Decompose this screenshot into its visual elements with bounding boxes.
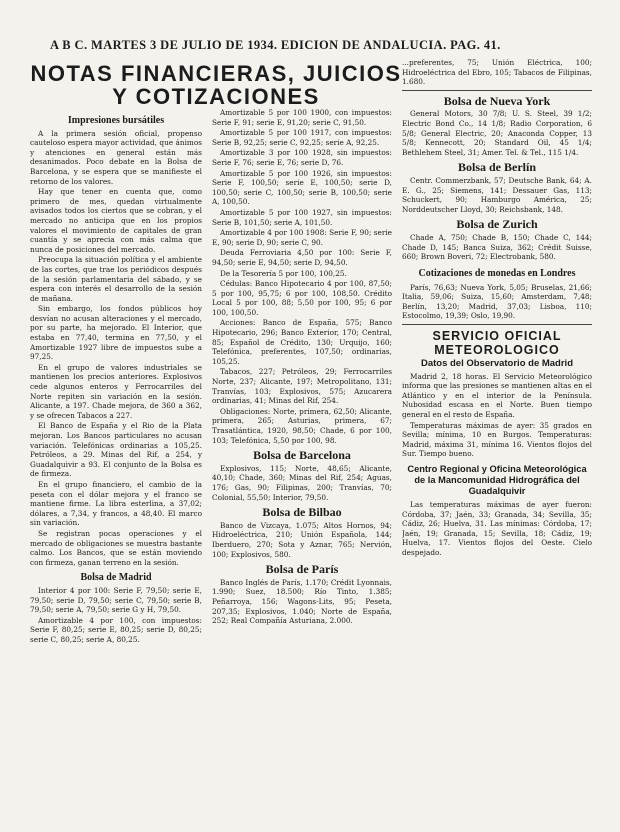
section-heading-bolsa-bilbao: Bolsa de Bilbao — [262, 505, 342, 520]
section-heading-bolsa-madrid: Bolsa de Madrid — [80, 572, 152, 584]
paragraph: En el grupo de valores industriales se mantienen los precios anteriores. Explosivos cede algunos enteros y Ferrocarriles del Norte repiten sin variación en la sesión. Alicante, a 197. Chade mejora, de 360 a 362, y se ofrecen Tabacos a 227. — [30, 362, 202, 420]
paragraph: Amortizable 5 por 100 1927, sin impuestos: Serie B, 101,50; serie A, 101,50. — [212, 207, 392, 227]
column-2 — [212, 108, 392, 830]
paragraph: Centr. Commerzbank, 57; Deutsche Bank, 64; A. E. G., 25; Siemens, 141; Dessauer Gas, 113; Schuckert, 90; Hamburgo América, 25; Norddeutscher Lloyd, 30; Reichsbank, 148. — [402, 175, 592, 214]
paragraph: Banco de Vizcaya, 1.075; Altos Hornos, 94; Hidroeléctrica, 210; Unión Española, 144; Iberduero, 270; Sota y Aznar, 765; Nervión, 100; Explosivos, 580. — [212, 520, 392, 559]
paragraph: En el grupo financiero, el cambio de la peseta con el dólar mejora y el franco se mantiene firme. La libra esterlina, a 37,02; dólares, a 7,34, y francos, a 48,40. El marco sin variación. — [30, 479, 202, 528]
paragraph: Amortizable 4 por 100, con impuestos: Serie F, 80,25; serie E, 80,25; serie D, 80,25; serie C, 80,25; serie A, 80,25. — [30, 615, 202, 644]
divider — [402, 324, 592, 325]
divider — [402, 90, 592, 91]
subheading-observatorio: Datos del Observatorio de Madrid — [420, 358, 574, 370]
section-heading-bolsa-zurich: Bolsa de Zurich — [456, 217, 538, 232]
paragraph: Amortizable 5 por 100 1917, con impuestos: Serie B, 92,25; serie C, 92,25; serie A, 92,25. — [212, 128, 392, 147]
column-3 — [402, 58, 592, 830]
paragraph: A la primera sesión oficial, propenso cauteloso espera mayor actividad, que ánimos y atenciones en general están más desanimados. Poco debate en la Bolsa de Barcelona, y se espera que se manifieste el retorno de los valores. — [30, 128, 202, 186]
paragraph: Temperaturas máximas de ayer: 35 grados en Sevilla; mínima, 10 en Burgos. Temperaturas: Madrid, máxima 31, mínima 16. Vientos flojos del Sur. Tiempo bueno. — [402, 420, 592, 459]
paragraph: General Motors, 30 7/8; U. S. Steel, 39 1/2; Electric Bond Co., 14 1/8; Radio Corporation, 6 5/8; General Electric, 20; Anaconda Copper, 13 5/8; Kennecott, 20; Standard Oil, 45 1/4; Bethlehem Steel, 31; Amer. Tel. & Tel., 115 1/4. — [402, 109, 592, 157]
paragraph: París, 76,63; Nueva York, 5,05; Bruselas, 21,66; Italia, 59,06; Suiza, 15,60; Amsterdam, 7,48; Berlín, 13,20; Madrid, 37,03; Lisboa, 110; Estocolmo, 19,39; Oslo, 19,90. — [402, 282, 592, 321]
section-heading-bolsa-berlin: Bolsa de Berlín — [457, 160, 536, 175]
page-headline: NOTAS FINANCIERAS, JUICIOS Y COTIZACIONES — [30, 61, 402, 109]
paragraph: Cédulas: Banco Hipotecario 4 por 100, 87,50; 5 por 100, 95,75; 6 por 100, 108,50. Crédito Local 5 por 100, 88; 5,50 por 100, 95; 6 por 100, 100,50. — [212, 279, 392, 317]
paragraph: Tabacos, 227; Petróleos, 29; Ferrocarriles Norte, 237; Alicante, 197; Metropolitano, 131; Tranvías, 103; Explosivos, 575; Azucarera ordinarias, 41; Minas del Rif, 254. — [212, 367, 392, 406]
column-1 — [30, 110, 202, 832]
paragraph: ...preferentes, 75; Unión Eléctrica, 100; Hidroeléctrica del Ebro, 105; Tabacos de Filipinas, 1.680. — [402, 58, 592, 87]
paragraph: Amortizable 4 por 100 1908: Serie F, 90; serie E, 90; serie D, 90; serie C, 90. — [212, 228, 392, 247]
page-header: A B C. MARTES 3 DE JULIO DE 1934. EDICION DE ANDALUCIA. PAG. 41. — [50, 38, 501, 52]
paragraph: Las temperaturas máximas de ayer fueron: Córdoba, 37; Jaén, 33; Granada, 34; Sevilla, 35; Cádiz, 26; Huelva, 31. Las mínimas: Córdoba, 17; Jaén, 19; Granada, 15; Sevilla, 18; Cádiz, 19; Huelva, 17. Vientos flojos del Oeste. Cielo despejado. — [402, 500, 592, 557]
paragraph: Banco Inglés de París, 1.170; Crédit Lyonnais, 1.990; Suez, 18.500; Río Tinto, 1.385; Peñarroya, 156; Wagons-Lits, 95; Peseta, 207,35; Explosivos, 1.040; Norte de España, 252; Real Compañía Asturiana, 2.000. — [212, 577, 392, 626]
section-heading-cotizaciones: Cotizaciones de monedas en Londres — [418, 267, 576, 279]
section-heading-bolsa-paris: Bolsa de París — [265, 562, 339, 577]
paragraph: Acciones: Banco de España, 575; Banco Hipotecario, 296; Banco Exterior, 170; Central, 85; Español de Crédito, 130; Urquijo, 160; Telefónica, preferentes, 107,50; ordinarias, 105,25. — [212, 318, 392, 366]
paragraph: Interior 4 por 100: Serie F, 79,50; serie E, 79,50; serie D, 79,50; serie C, 79,50; serie B, 79,50; serie A, 79,50; serie G y H, 79,50. — [30, 585, 202, 615]
paragraph: Deuda Ferroviaria 4,50 por 100: Serie F, 94,50; serie E, 94,50; serie D, 94,50. — [212, 248, 392, 267]
section-heading-impresiones: Impresiones bursátiles — [67, 115, 165, 126]
paragraph: Amortizable 3 por 100 1928, sin impuestos: Serie F, 76; serie E, 76; serie D, 76. — [212, 148, 392, 167]
paragraph: Hay que tener en cuenta que, como primero de mes, quedan virtualmente avisados todos los ciertos que se cobran, y el mercado no anticipa que en los propios valores el movimiento de capitales de gran cuantía y se aprecia con más calma que nunca de posiciones del mercado. — [30, 187, 202, 254]
section-heading-centro-regional: Centro Regional y Oficina Meteorológica de la Mancomunidad Hidrográfica del Guadalquivir — [407, 464, 587, 496]
paragraph: Explosivos, 115; Norte, 48,65; Alicante, 40,10; Chade, 360; Minas del Rif, 254; Aguas, 176; Gas, 90; Filipinas, 200; Tranvías, 70; Colonial, 55,50; Interior, 79,50. — [212, 463, 392, 502]
paragraph: Amortizable 5 por 100 1900, con impuestos: Serie F, 91; serie E, 91,20; serie C, 91,50. — [212, 108, 392, 127]
paragraph: De la Tesorería 5 por 100, 100,25. — [220, 268, 347, 278]
section-heading-servicio-meteorologico: SERVICIO OFICIAL METEOROLOGICO — [432, 329, 562, 358]
section-heading-bolsa-nueva-york: Bolsa de Nueva York — [443, 93, 551, 108]
paragraph: Amortizable 5 por 100 1926, sin impuestos: Serie F, 100,50; serie E, 100,50; serie D, 100,50; serie C, 100,50; serie B, 100,50; serie A, 100,50. — [212, 168, 392, 207]
section-heading-bolsa-barcelona: Bolsa de Barcelona — [253, 448, 351, 463]
paragraph: Chade A, 750; Chade B, 150; Chade C, 144; Chade D, 145; Banca Suiza, 362; Crédit Suisse, 660; Brown Boveri, 72; Electrobank, 580. — [402, 232, 592, 262]
paragraph: Sin embargo, los fondos públicos hoy desvían no acusan alteraciones y el mercado, por su parte, ha mejorado. El Interior, que estaba en 77,40, termina en 77,50, y el Amortizable 1927 libre de impuestos sube a 97,25. — [30, 304, 202, 362]
paragraph: Madrid 2, 18 horas. El Servicio Meteorológico informa que las presiones se mantienen altas en el Atlántico y en el interior de la Península. Nubosidad escasa en el Norte. Buen tiempo general en el resto de España. — [402, 371, 592, 420]
paragraph: Se registran pocas operaciones y el mercado de obligaciones se muestra bastante calmo. Los Bancos, que se están moviendo con firmeza, ganan terreno en la sesión. — [30, 528, 202, 567]
paragraph: Preocupa la situación política y el ambiente de las cortes, que trae los periódicos después de la sesión parlamentaria del sábado, y se espera con interés el desarrollo de la sesión de mañana. — [30, 255, 202, 303]
paragraph: El Banco de España y el Rio de la Plata mejoran. Los Bancos particulares no acusan variación. Telefónicas ordinarias a 105,25. Petróleos, a 29. Minas del Rif, a 254, y Guadalquivir a 93. El conjunto de la Bolsa es de firmeza. — [30, 421, 202, 479]
paragraph: Obligaciones: Norte, primera, 62,50; Alicante, primera, 265; Asturias, primera, 67; Trasatlántica, 1920, 98,50; Chade, 6 por 100, 103; Telefónica, 5,50 por 100, 98. — [212, 406, 392, 445]
